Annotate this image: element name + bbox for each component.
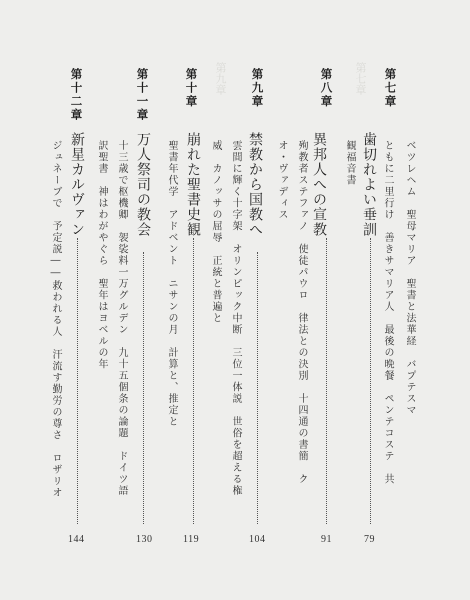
chapter-12-leader <box>77 238 78 524</box>
chapter-7-entry-1: ベツレヘム 聖母マリア 聖書と法華経 バプテスマ <box>404 140 415 416</box>
chapter-10-entry-1: 聖書年代学 アドベント ニサンの月 計算と、推定と <box>166 140 177 428</box>
chapter-8-entry-2: オ・ヴァディス <box>276 140 287 221</box>
show-through-text: 第九章 <box>214 62 227 95</box>
chapter-9-entry-2: 威 カノッサの屈辱 正統と普遍と <box>210 140 221 324</box>
chapter-7-leader <box>370 238 371 524</box>
chapter-11-page-number: 130 <box>136 534 153 545</box>
chapter-11-title: 万人祭司の教会 <box>135 132 151 237</box>
chapter-7-entry-2: ともに二里行け 善きサマリア人 最後の晩餐 ペンテコステ 共 <box>382 140 393 485</box>
chapter-8-leader <box>326 238 327 524</box>
chapter-7-heading: 第七章 <box>383 68 398 109</box>
chapter-10-leader <box>193 238 194 524</box>
chapter-7-title: 歯切れよい垂訓 <box>361 132 377 237</box>
chapter-11-leader <box>143 252 144 524</box>
chapter-8-page-number: 91 <box>321 534 332 545</box>
chapter-12-entry-1: ジュネーブで 予定説――救われる人 汗流す勤労の尊さ ロザリオ <box>50 140 61 499</box>
chapter-10-heading: 第十章 <box>184 68 199 109</box>
chapter-8-title: 異邦人への宣教 <box>311 132 327 237</box>
chapter-9-entry-1: 雲間に輝く十字架 オリンピック中断 三位一体説 世俗を超える権 <box>230 140 241 497</box>
chapter-9-leader <box>257 252 258 524</box>
chapter-9-heading: 第九章 <box>250 68 265 109</box>
chapter-12-page-number: 144 <box>68 534 85 545</box>
chapter-12-heading: 第十二章 <box>69 68 84 122</box>
chapter-8-heading: 第八章 <box>319 68 334 109</box>
chapter-10-title: 崩れた聖書史観 <box>185 132 201 237</box>
chapter-9-page-number: 104 <box>249 534 266 545</box>
chapter-11-entry-2: 訳聖書 神はわがやぐら 聖年はヨベルの年 <box>96 140 107 370</box>
chapter-11-entry-1: 十三歳で枢機卿 袈裟料一万グルデン 九十五個条の論題 ドイツ語 <box>116 140 127 497</box>
chapter-9-title: 禁教から国教へ <box>247 132 263 237</box>
chapter-8-entry-1: 殉教者ステファノ 使徒パウロ 律法との決別 十四通の書簡 ク <box>296 140 307 485</box>
chapter-10-page-number: 119 <box>183 534 200 545</box>
chapter-12-title: 新星カルヴァン <box>69 132 85 237</box>
show-through-text: 第七章 <box>354 62 367 95</box>
chapter-11-heading: 第十一章 <box>135 68 150 122</box>
chapter-7-page-number: 79 <box>364 534 375 545</box>
chapter-7-entry-3: 観福音書 <box>344 140 355 186</box>
